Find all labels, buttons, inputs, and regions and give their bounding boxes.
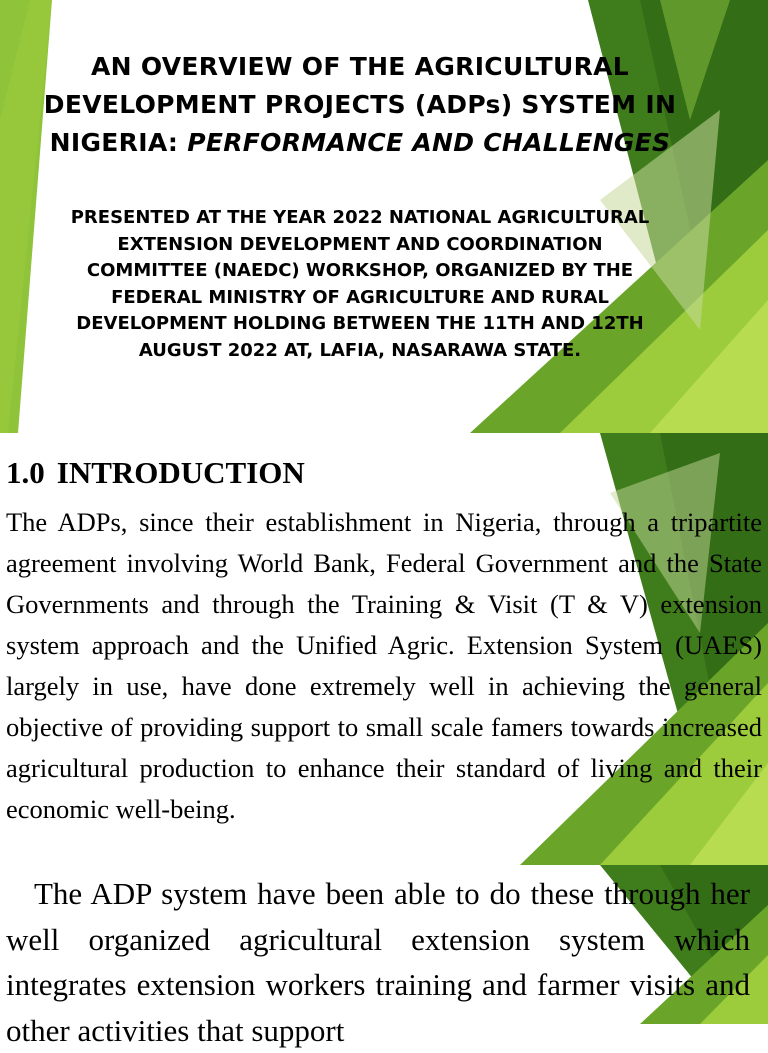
- slide-subtitle: PRESENTED AT THE YEAR 2022 NATIONAL AGRICULTURAL EXTENSION DEVELOPMENT AND COORDINATION COMMITTEE (NAEDC) WORKSHOP, ORGANIZED BY THE FEDERAL MINISTRY OF AGRICULTURE AND RURAL DEVELOPMENT HOLDING BETWEEN THE 11TH AND 12TH AUGUST 2022 AT, LAFIA, NASARAWA STATE.: [70, 207, 650, 361]
- section-heading: [6, 455, 305, 491]
- slide-title: [40, 48, 680, 162]
- adp-system-paragraph: The ADP system have been able to do these through her well organized agricultural extension system which integrates extension workers training and farmer visits and other activities that support: [6, 876, 750, 1048]
- slide-title-italic: PERFORMANCE AND CHALLENGES: [187, 128, 671, 157]
- intro-paragraph: The ADPs, since their establishment in Nigeria, through a tripartite agreement involving World Bank, Federal Government and the State Governments and through the Training & Visit (T & V) extension system approach and the Unified Agric. Extension System (UAES) largely in use, have done extremely well in achieving the general objective of providing support to small scale famers towards increased agricultural production to enhance their standard of living and their economic well-being.: [6, 507, 762, 824]
- slide-title-main: AN OVERVIEW OF THE AGRICULTURAL DEVELOPMENT PROJECTS (ADPs) SYSTEM IN NIGERIA:: [43, 52, 677, 157]
- continuation-slide: [0, 865, 768, 1048]
- introduction-slide: [0, 433, 768, 865]
- section-title: INTRODUCTION: [56, 455, 305, 490]
- title-slide: [0, 0, 768, 433]
- section-number: 1.0: [6, 455, 45, 490]
